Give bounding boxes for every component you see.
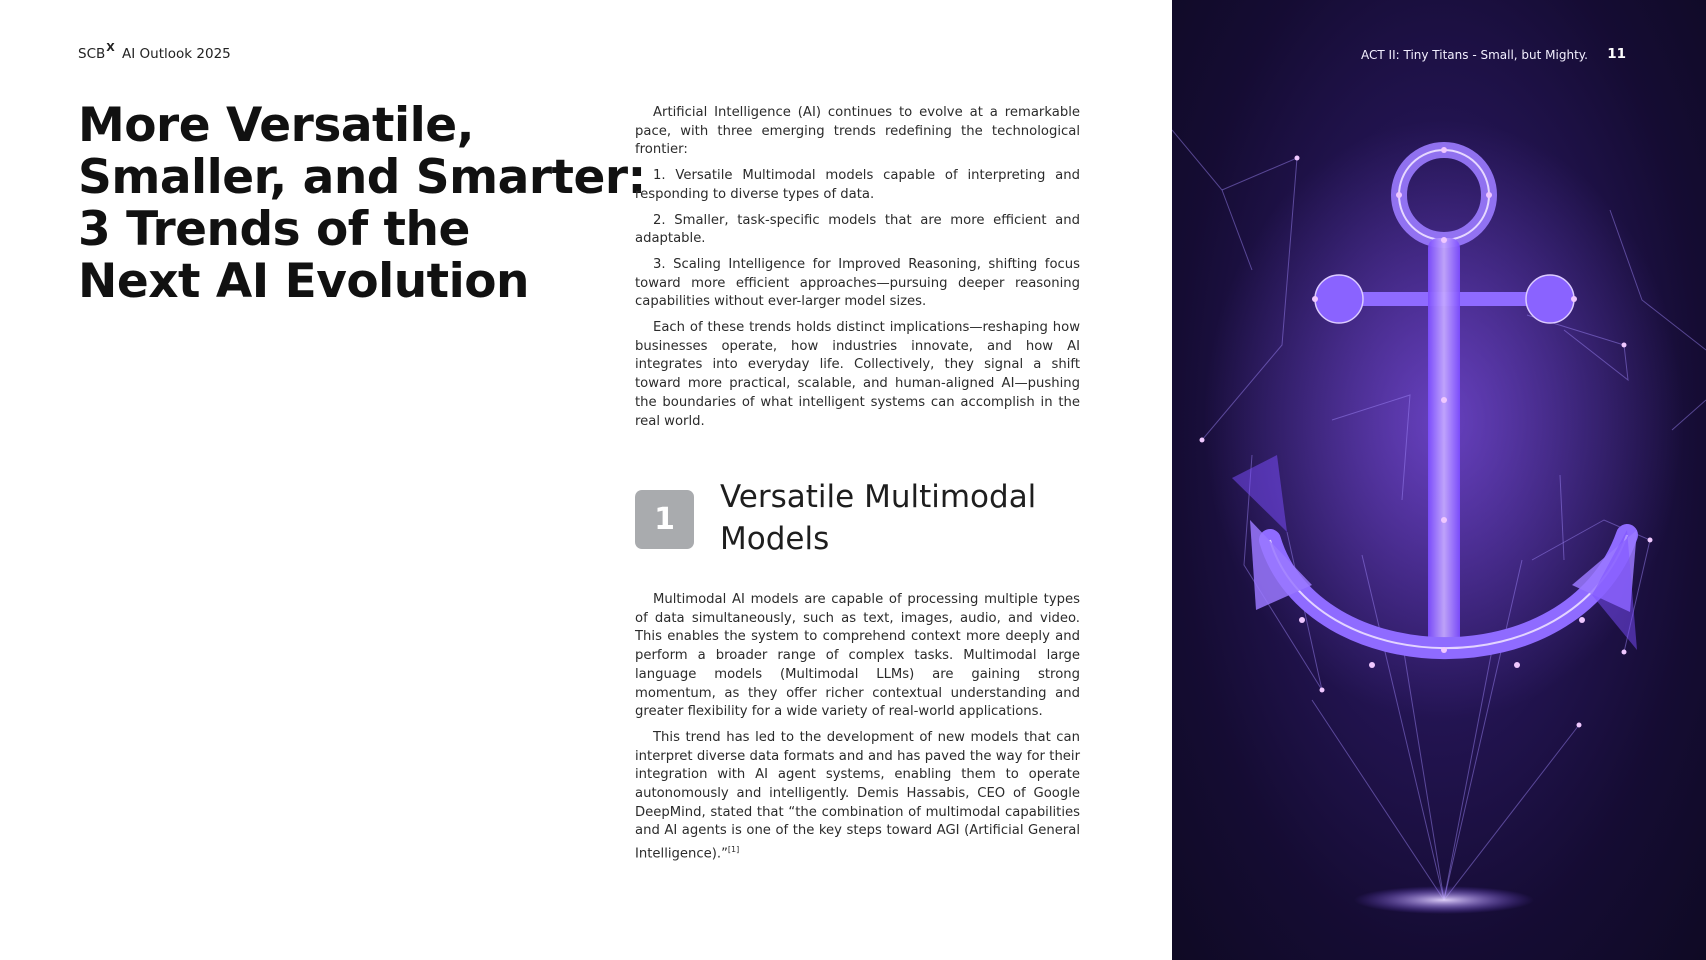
implications-paragraph: Each of these trends holds distinct implications—reshaping how businesses operate, how industries innovate, and how AI integrates into everyday life. Collectively, they signal a shift toward more practical, scalable, and human-aligned AI—pushing the boundaries of what intelligent systems can accomplish in the real world. — [635, 320, 1080, 429]
section-title-line-1: Versatile Multimodal — [720, 479, 1037, 515]
page-headline — [78, 98, 646, 309]
brand-mark: X — [106, 41, 115, 54]
headline-line-1: More Versatile, — [78, 98, 474, 153]
page-number: 11 — [1607, 46, 1626, 62]
act-label: ACT II: Tiny Titans - Small, but Mighty. — [1361, 48, 1588, 62]
section-title — [720, 476, 1080, 560]
headline-line-2: Smaller, and Smarter: — [78, 150, 646, 205]
brand-prefix: SCB — [78, 46, 106, 62]
multimodal-paragraph: Multimodal AI models are capable of processing multiple types of data simultaneously, such as text, images, audio, and video. This enables the system to comprehend context more deeply and perform a broader range of complex tasks. Multimodal large language models (Multimodal LLMs) are gaining strong momentum, as they offer richer contextual understanding and greater flexibility for a wide variety of real-world applications. — [635, 592, 1080, 720]
agent-paragraph-text: This trend has led to the development of new models that can interpret diverse data formats and and has paved the way for their integration with AI agent systems, enabling them to operate autonomously and intelligently. Demis Hassabis, CEO of Google DeepMind, stated that “the combination of multimodal capabilities and AI agents is one of the key steps toward AGI (Artificial General Intelligence).” — [635, 729, 1080, 862]
section-number-badge: 1 — [635, 490, 694, 549]
trend-item-1: 1. Versatile Multimodal models capable of interpreting and responding to diverse types of data. — [635, 168, 1080, 202]
headline-line-4: Next AI Evolution — [78, 254, 530, 309]
headline-line-3: 3 Trends of the — [78, 202, 470, 257]
agent-paragraph — [635, 729, 1080, 864]
trend-item-2: 2. Smaller, task-specific models that are more efficient and adaptable. — [635, 212, 1080, 247]
anchor-illustration — [1172, 0, 1706, 960]
section-1-header — [635, 476, 1085, 566]
section-title-line-2: Models — [720, 521, 830, 557]
anchor-image-panel — [1172, 0, 1706, 960]
brand-header — [78, 41, 231, 62]
footnote-reference: [1] — [727, 845, 740, 855]
brand-title: AI Outlook 2025 — [122, 46, 231, 62]
intro-paragraph: Artificial Intelligence (AI) continues to evolve at a remarkable pace, with three emerging trends redefining the technological frontier: — [635, 105, 1080, 158]
section-1-body — [635, 591, 1080, 871]
trend-item-3: 3. Scaling Intelligence for Improved Reasoning, shifting focus toward more efficient approaches—pursuing deeper reasoning capabilities without ever-larger model sizes. — [635, 256, 1080, 310]
intro-text — [635, 104, 1080, 438]
